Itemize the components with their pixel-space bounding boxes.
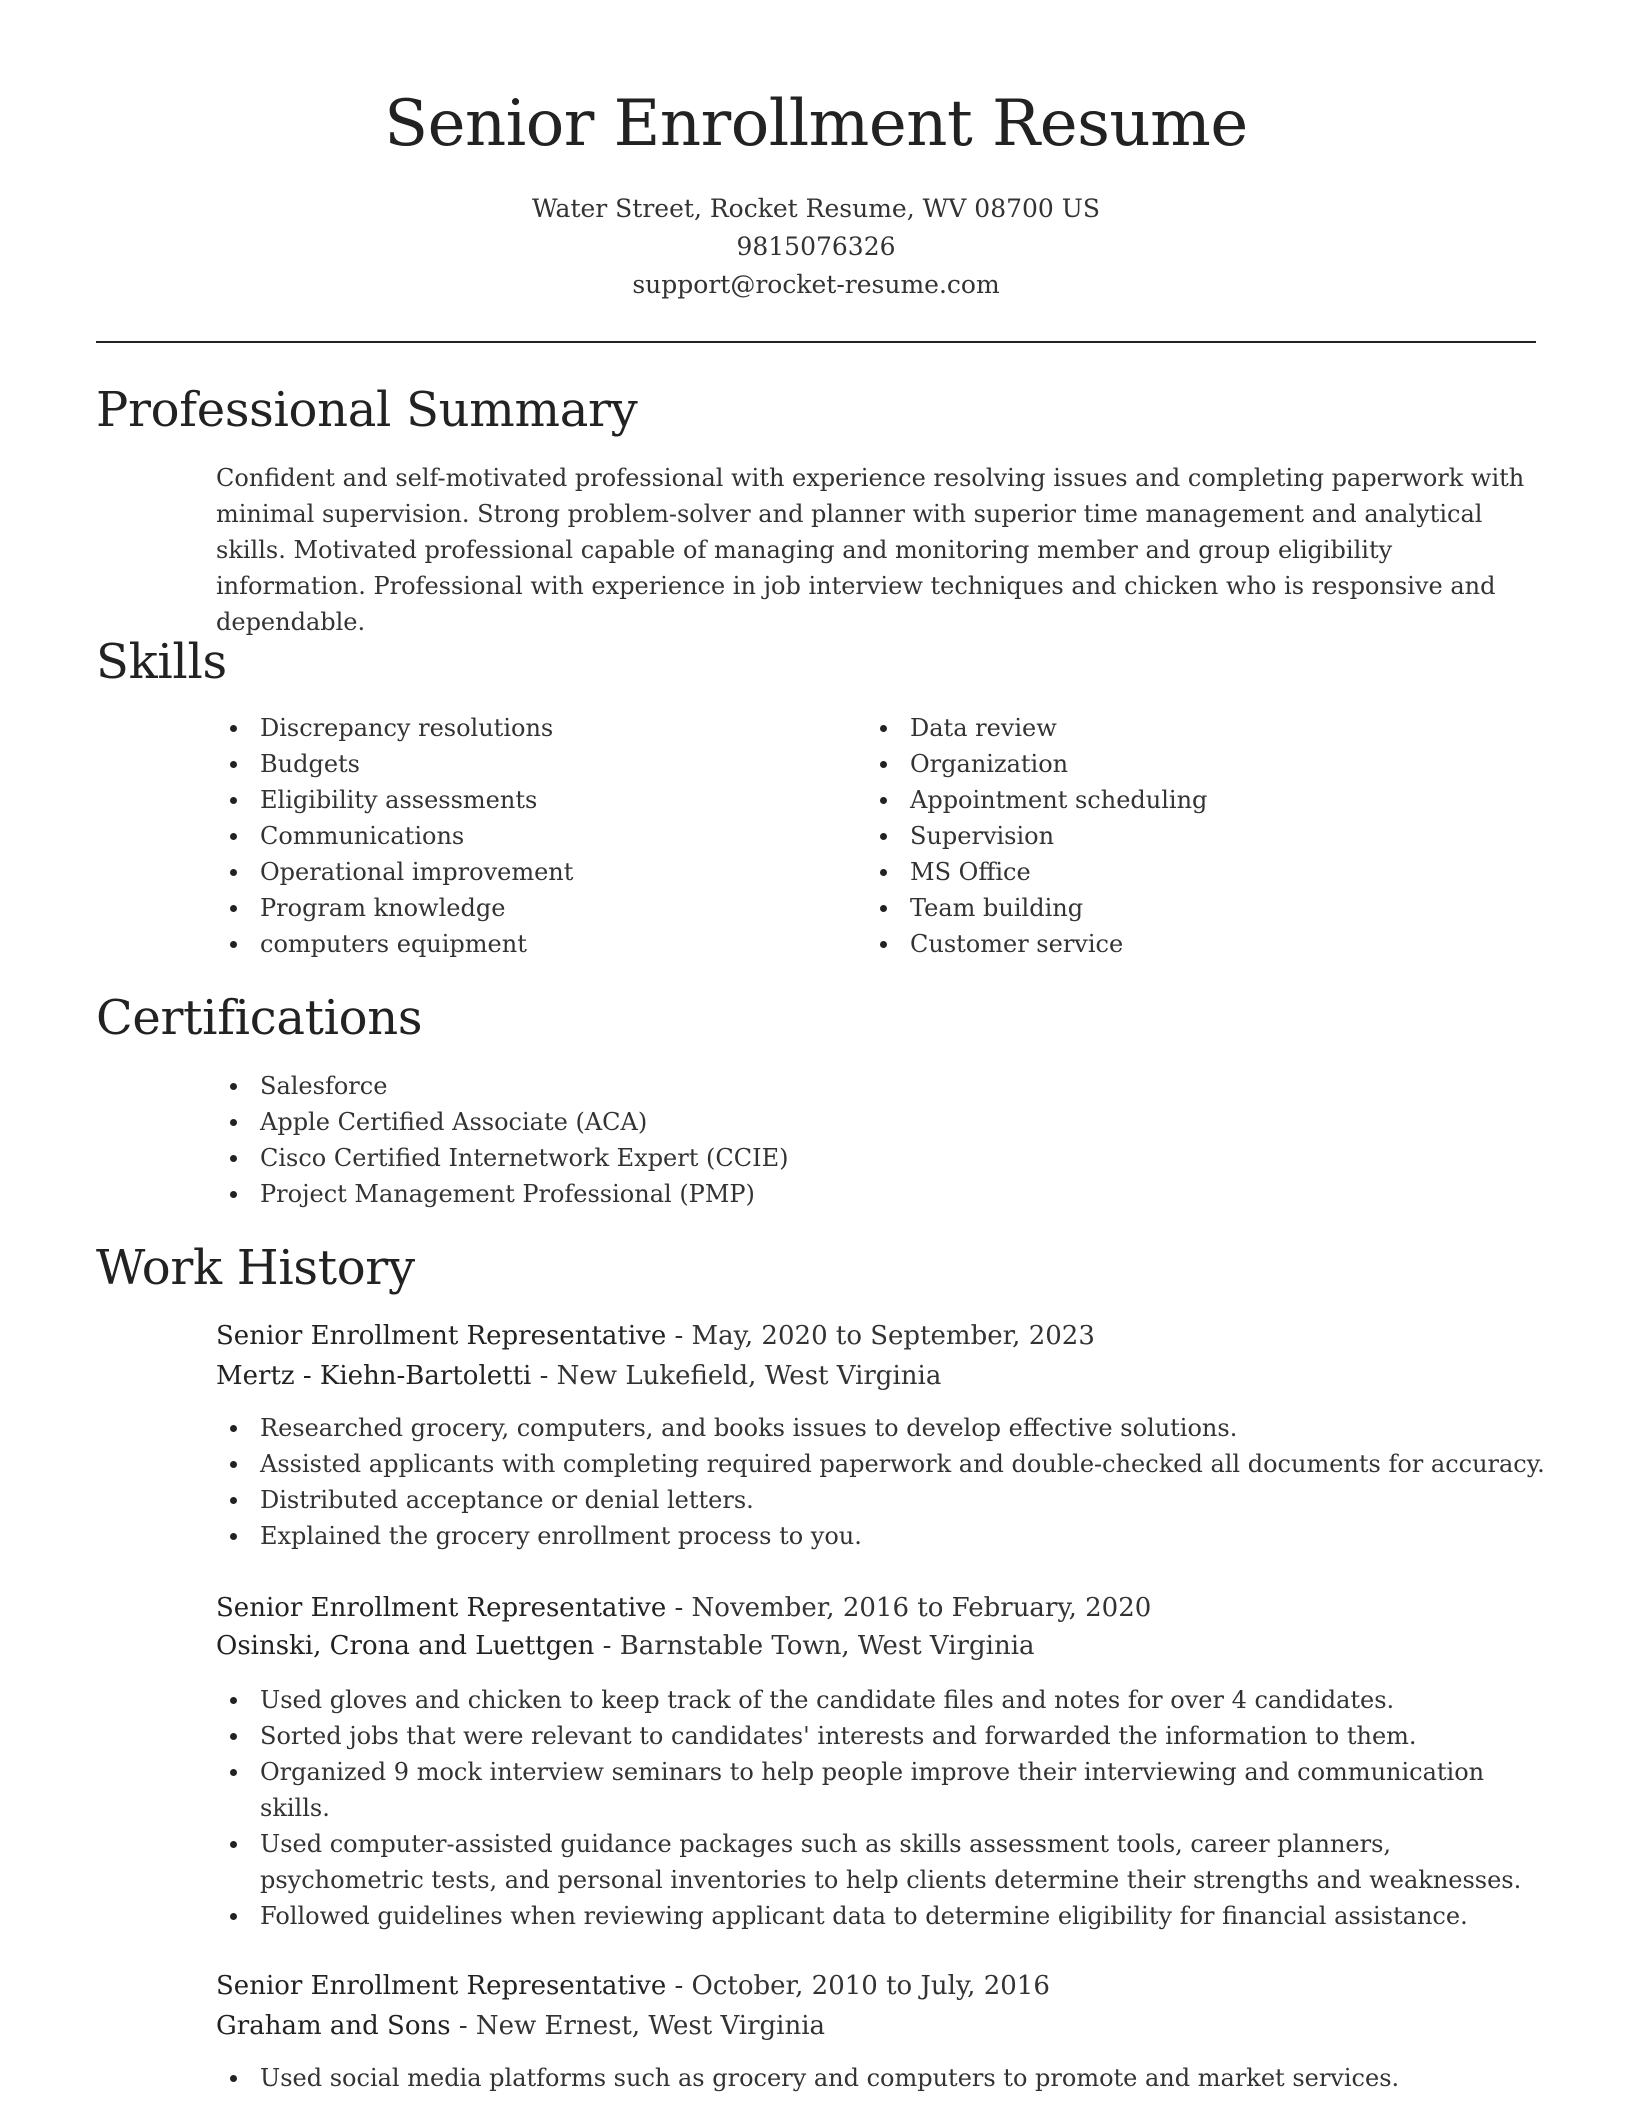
skill-item: Data review — [866, 710, 1466, 746]
certification-item: Cisco Certified Internetwork Expert (CCIE) — [216, 1140, 1546, 1176]
certification-item: Project Management Professional (PMP) — [216, 1176, 1546, 1212]
job-dates: - May, 2020 to September, 2023 — [666, 1321, 1095, 1351]
address: Water Street, Rocket Resume, WV 08700 US — [532, 194, 1100, 223]
duty-item: Used gloves and chicken to keep track of the candidate files and notes for over 4 candidates. — [216, 1682, 1546, 1718]
skill-item: Supervision — [866, 818, 1466, 854]
job-title-line — [216, 1588, 1151, 1628]
company-location: - New Ernest, West Virginia — [450, 2011, 826, 2041]
contact-info — [0, 190, 1632, 304]
skill-item: Communications — [216, 818, 816, 854]
skill-item: Organization — [866, 746, 1466, 782]
duty-item: Assisted applicants with completing required paperwork and double-checked all documents for accuracy. — [216, 1446, 1546, 1482]
certifications-heading: Certifications — [96, 990, 423, 1046]
resume-title: Senior Enrollment Resume — [384, 87, 1248, 161]
skill-item: Operational improvement — [216, 854, 816, 890]
skill-item: Customer service — [866, 926, 1466, 962]
job-title: Senior Enrollment Representative — [216, 1593, 667, 1623]
certifications-list — [216, 1068, 1546, 1212]
skills-list-right — [866, 710, 1466, 962]
skill-item: Program knowledge — [216, 890, 816, 926]
company-line — [216, 1356, 941, 1396]
certification-item: Apple Certified Associate (ACA) — [216, 1104, 1546, 1140]
skill-item: Budgets — [216, 746, 816, 782]
summary-text: Confident and self-motivated professional with experience resolving issues and completing paperwork with minimal supervision. Strong problem-solver and planner with superior time management and analytical skills. Motivated professional capable of managing and monitoring member and group eligibility information. Professional with experience in job interview techniques and chicken who is responsive and dependable. — [216, 464, 1525, 636]
job-duties — [216, 1682, 1546, 1934]
duty-item: Researched grocery, computers, and books issues to develop effective solutions. — [216, 1410, 1546, 1446]
certification-item: Salesforce — [216, 1068, 1546, 1104]
resume-header — [0, 84, 1632, 304]
job-title-line — [216, 1966, 1050, 2006]
company-line — [216, 1626, 1035, 1666]
email-address: support@rocket-resume.com — [632, 270, 1000, 299]
skill-item: Discrepancy resolutions — [216, 710, 816, 746]
job-duties — [216, 1410, 1546, 1554]
duty-item: Explained the grocery enrollment process to you. — [216, 1518, 1546, 1554]
work-history-heading: Work History — [96, 1240, 415, 1296]
company-name: Graham and Sons — [216, 2011, 451, 2041]
skills-list-left — [216, 710, 816, 962]
duty-item: Followed guidelines when reviewing applicant data to determine eligibility for financial assistance. — [216, 1898, 1546, 1934]
company-name: Osinski, Crona and Luettgen — [216, 1631, 595, 1661]
duty-item: Sorted jobs that were relevant to candidates' interests and forwarded the information to them. — [216, 1718, 1546, 1754]
company-line — [216, 2006, 825, 2046]
summary-heading: Professional Summary — [96, 382, 638, 438]
duty-item: Used social media platforms such as grocery and computers to promote and market services. — [216, 2060, 1546, 2096]
company-location: - Barnstable Town, West Virginia — [594, 1631, 1035, 1661]
job-title: Senior Enrollment Representative — [216, 1971, 667, 2001]
duty-item: Organized 9 mock interview seminars to help people improve their interviewing and communication skills. — [216, 1754, 1546, 1826]
skill-item: Eligibility assessments — [216, 782, 816, 818]
skills-heading: Skills — [96, 634, 227, 690]
duty-item: Distributed acceptance or denial letters. — [216, 1482, 1546, 1518]
job-dates: - October, 2010 to July, 2016 — [666, 1971, 1050, 2001]
duty-item: Used computer-assisted guidance packages such as skills assessment tools, career planners, psychometric tests, and personal inventories to help clients determine their strengths and weaknesses. — [216, 1826, 1546, 1898]
job-dates: - November, 2016 to February, 2020 — [666, 1593, 1152, 1623]
phone-number: 9815076326 — [736, 232, 896, 261]
skill-item: Team building — [866, 890, 1466, 926]
skill-item: MS Office — [866, 854, 1466, 890]
skill-item: computers equipment — [216, 926, 816, 962]
company-location: - New Lukefield, West Virginia — [531, 1361, 942, 1391]
job-duties — [216, 2060, 1546, 2096]
header-divider — [96, 341, 1536, 343]
job-title-line — [216, 1316, 1095, 1356]
company-name: Mertz - Kiehn-Bartoletti — [216, 1361, 532, 1391]
job-title: Senior Enrollment Representative — [216, 1321, 667, 1351]
skill-item: Appointment scheduling — [866, 782, 1466, 818]
